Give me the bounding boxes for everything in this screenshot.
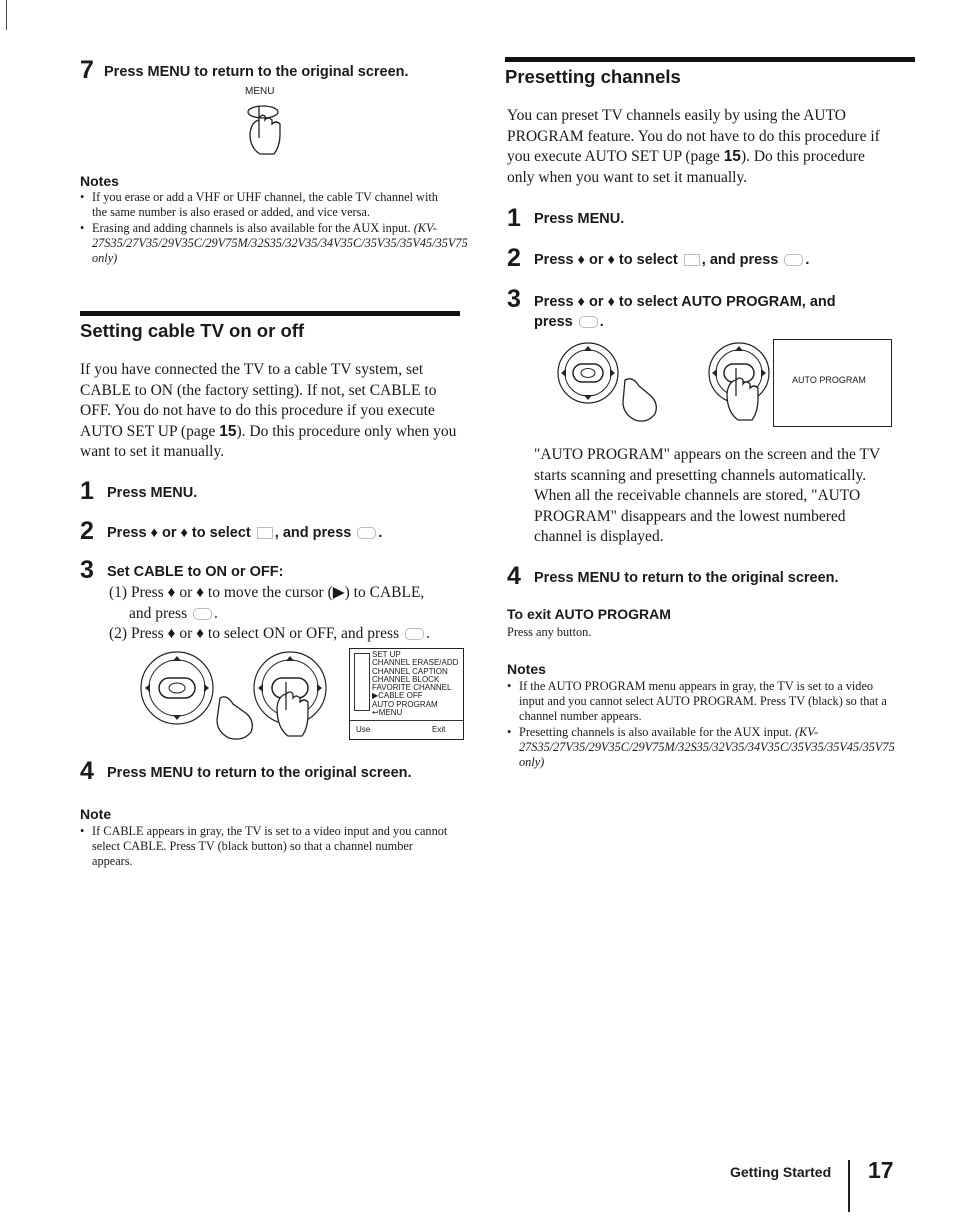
step-4-number: 4: [80, 757, 94, 785]
remote-press-illustration: [702, 340, 782, 430]
section-intro: If you have connected the TV to a cable TV system, set CABLE to ON (the factory setting). If not, set CABLE to OFF. You do not have to do this procedure if you execute AUTO SET UP (page 15). Do this procedure only when you want to set it manually.: [80, 361, 457, 460]
menu-button-hand-icon: [238, 100, 288, 160]
select-button-icon: [357, 527, 376, 539]
step-4-text: Press MENU to return to the original screen.: [534, 570, 839, 586]
setup-menu-lines: SET UP CHANNEL ERASE/ADD CHANNEL CAPTION CHANNEL BLOCK FAVORITE CHANNEL ▶CABLE OFF AUTO PROGRAM ↩MENU: [372, 650, 459, 718]
select-button-icon: [193, 608, 212, 620]
setup-menu-divider: [350, 720, 463, 721]
setup-menu-footer-exit: Exit: [432, 725, 446, 734]
step-2-number: 2: [507, 244, 521, 272]
select-button-icon: [784, 254, 803, 266]
section-intro: You can preset TV channels easily by using the AUTO PROGRAM feature. You do not have to do this procedure if you execute AUTO SET UP (page 15). Do this procedure only when you want to set it manually.: [507, 107, 880, 186]
note-item: • If you erase or add a VHF or UHF channel, the cable TV channel with the same number is also erased or added, and vice versa.: [80, 190, 452, 220]
section-title: Setting cable TV on or off: [80, 320, 305, 341]
step-7-text: Press MENU to return to the original screen.: [104, 64, 409, 80]
step-2-number: 2: [80, 517, 94, 545]
menu-button-label: MENU: [245, 86, 275, 97]
section-rule: [80, 311, 460, 316]
footer-section-name: Getting Started: [730, 1164, 832, 1180]
auto-program-paragraph: "AUTO PROGRAM" appears on the screen and the TV starts scanning and presetting channels automatically. When all the receivable channels are stored, "AUTO PROGRAM" disappears and the lowest numbered channel is displayed.: [534, 446, 880, 545]
auto-program-text: AUTO PROGRAM: [792, 375, 866, 385]
exit-text: Press any button.: [507, 625, 592, 639]
note-item: • If CABLE appears in gray, the TV is set to a video input and you cannot select CABLE. Press TV (black button) so that a channel number appears.: [80, 824, 452, 869]
auto-program-screen: [773, 339, 892, 427]
step-3-number: 3: [507, 285, 521, 313]
step-1-text: Press MENU.: [107, 485, 198, 501]
section-title: Presetting channels: [505, 66, 681, 87]
select-button-icon: [405, 628, 424, 640]
note-heading: Note: [80, 806, 112, 822]
remote-press-illustration: [248, 648, 338, 743]
step-4-text: Press MENU to return to the original screen.: [107, 765, 412, 781]
section-rule: [505, 57, 915, 62]
step-7-number: 7: [80, 56, 94, 84]
note-list: [80, 824, 452, 870]
step-3-number: 3: [80, 556, 94, 584]
notes-heading: Notes: [80, 173, 119, 189]
notes-list: [80, 190, 468, 267]
remote-joystick-illustration: [555, 340, 695, 435]
footer-divider: [848, 1160, 850, 1212]
select-button-icon: [579, 316, 598, 328]
setup-menu-screen: [349, 648, 464, 740]
setup-menu-icons: [354, 653, 370, 711]
step-2-text: Press ♦ or ♦ to select , and press .: [107, 525, 383, 541]
note-item: • If the AUTO PROGRAM menu appears in gray, the TV is set to a video input and you cannot select AUTO PROGRAM. Press TV (black) so that a channel number appears.: [507, 679, 895, 724]
step-1-number: 1: [507, 204, 521, 232]
note-item: • Erasing and adding channels is also available for the AUX input. (KV-27S35/27V35/29V35C/29V75M/32S35/32V35/34V35C/35V35/35V45/35V75 only): [80, 221, 452, 266]
step-2-text: Press ♦ or ♦ to select , and press .: [534, 252, 810, 268]
step-1-text: Press MENU.: [534, 211, 625, 227]
notes-list: [507, 679, 895, 771]
step-3-text: Press ♦ or ♦ to select AUTO PROGRAM, and press .: [534, 294, 836, 330]
setup-menu-icon: [257, 527, 273, 539]
remote-joystick-illustration: [125, 648, 265, 743]
step-1-number: 1: [80, 477, 94, 505]
scan-margin-mark: [6, 0, 7, 30]
exit-heading: To exit AUTO PROGRAM: [507, 606, 671, 622]
note-item: • Presetting channels is also available for the AUX input. (KV-27S35/27V35/29V35C/29V75M/32S35/32V35/34V35C/35V35/35V45/35V75 only): [507, 725, 895, 770]
step-4-number: 4: [507, 562, 521, 590]
page-number: 17: [868, 1157, 894, 1183]
step-3-sub: (1) Press ♦ or ♦ to move the cursor (▶) to CABLE, and press . (2) Press ♦ or ♦ to select ON or OFF, and press .: [109, 584, 430, 642]
setup-menu-footer-use: Use: [356, 725, 371, 734]
step-3-text: Set CABLE to ON or OFF:: [107, 564, 284, 580]
notes-heading: Notes: [507, 661, 546, 677]
preset-menu-icon: [684, 254, 700, 266]
